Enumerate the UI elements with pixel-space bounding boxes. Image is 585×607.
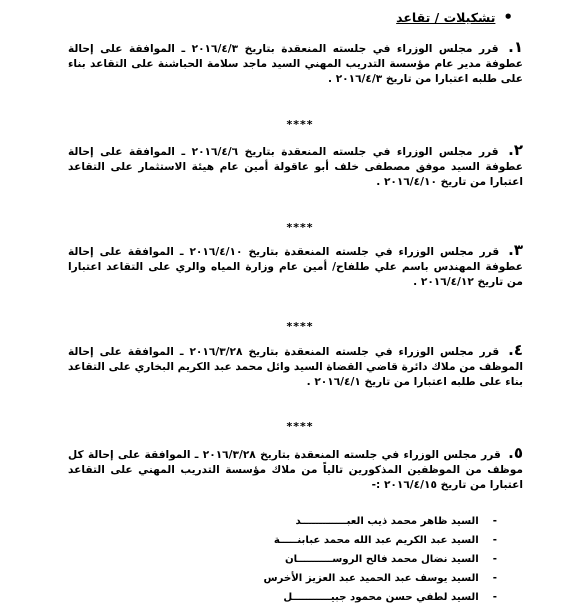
separator-stars: **** — [286, 221, 314, 234]
item-text: قرر مجلس الوزراء في جلسته المنعقدة بتاريخ ٢٠١٦/٤/٣ ـ الموافقة على إحالة عطوفة مدير عام مؤسسة التدريب المهني السيد ماجد سلامة الحباشنة على التقاعد بناء على طلبه اعتبارا من تاريخ ٢٠١٦/٤/٣ . — [68, 43, 523, 85]
item-number: ٤. — [508, 341, 523, 359]
separator-stars: **** — [286, 320, 314, 333]
list-item — [177, 531, 497, 550]
decision-item-2 — [68, 143, 523, 190]
bullet-icon: • — [503, 8, 513, 26]
section-title: تشكيلات / تقاعد — [396, 10, 496, 25]
list-dash: - — [492, 554, 497, 565]
item-number: ٢. — [508, 141, 523, 159]
item-text: قرر مجلس الوزراء في جلسته المنعقدة بتاريخ ٢٠١٦/٤/٦ ـ الموافقة على إحالة عطوفة السيد موفق مصطفى خلف أبو عاقولة أمين عام هيئة الاستثمار على التقاعد اعتبارا من تاريخ ٢٠١٦/٤/١٠ . — [68, 146, 523, 188]
separator-stars: **** — [286, 420, 314, 433]
retiree-list — [177, 512, 497, 607]
section-heading — [396, 10, 513, 25]
decision-item-1 — [68, 40, 523, 87]
retiree-name: السيد عبد الكريم عبد الله محمد عبابنـــــة — [273, 535, 479, 546]
retiree-name: السيد يوسف عبد الحميد عبد العزيز الأخرس — [263, 573, 479, 584]
decision-item-4 — [68, 343, 523, 390]
decision-item-5 — [68, 446, 523, 493]
retiree-name: السيد نضال محمد فالح الروســــــــــان — [284, 554, 479, 565]
list-dash: - — [492, 535, 497, 546]
item-text: قرر مجلس الوزراء في جلسته المنعقدة بتاريخ ٢٠١٦/٤/١٠ ـ الموافقة على إحالة عطوفة المهندس باسم علي طلفاح/ أمين عام وزارة المياه والري على التقاعد اعتبارا من تاريخ ٢٠١٦/٤/١٢ . — [68, 246, 523, 288]
list-item — [177, 588, 497, 607]
list-dash: - — [492, 516, 497, 527]
item-text: قرر مجلس الوزراء في جلسته المنعقدة بتاريخ ٢٠١٦/٣/٢٨ ـ الموافقة على إحالة كل موظف من الموظفين المذكورين تالياً من ملاك مؤسسة التدريب المهني على التقاعد اعتبارا من تاريخ ٢٠١٦/٤/١٥ :- — [68, 449, 523, 491]
retiree-name: السيد لطفي حسن محمود جبيـــــــــــل — [283, 592, 479, 603]
item-number: ١. — [508, 38, 523, 56]
item-text: قرر مجلس الوزراء في جلسته المنعقدة بتاريخ ٢٠١٦/٣/٢٨ ـ الموافقة على إحالة الموظف من ملاك دائرة قاضي القضاة السيد وائل محمد عبد الكريم البخاري على التقاعد بناء على طلبه اعتبارا من تاريخ ٢٠١٦/٤/١ . — [68, 346, 523, 388]
list-item — [177, 550, 497, 569]
separator-stars: **** — [286, 118, 314, 131]
item-number: ٥. — [508, 444, 523, 462]
list-item — [177, 569, 497, 588]
item-number: ٣. — [508, 241, 523, 259]
list-item — [177, 512, 497, 531]
list-dash: - — [492, 573, 497, 584]
retiree-name: السيد ظاهر محمد ذيب العبـــــــــــــد — [295, 516, 479, 527]
decision-item-3 — [68, 243, 523, 290]
list-dash: - — [492, 592, 497, 603]
